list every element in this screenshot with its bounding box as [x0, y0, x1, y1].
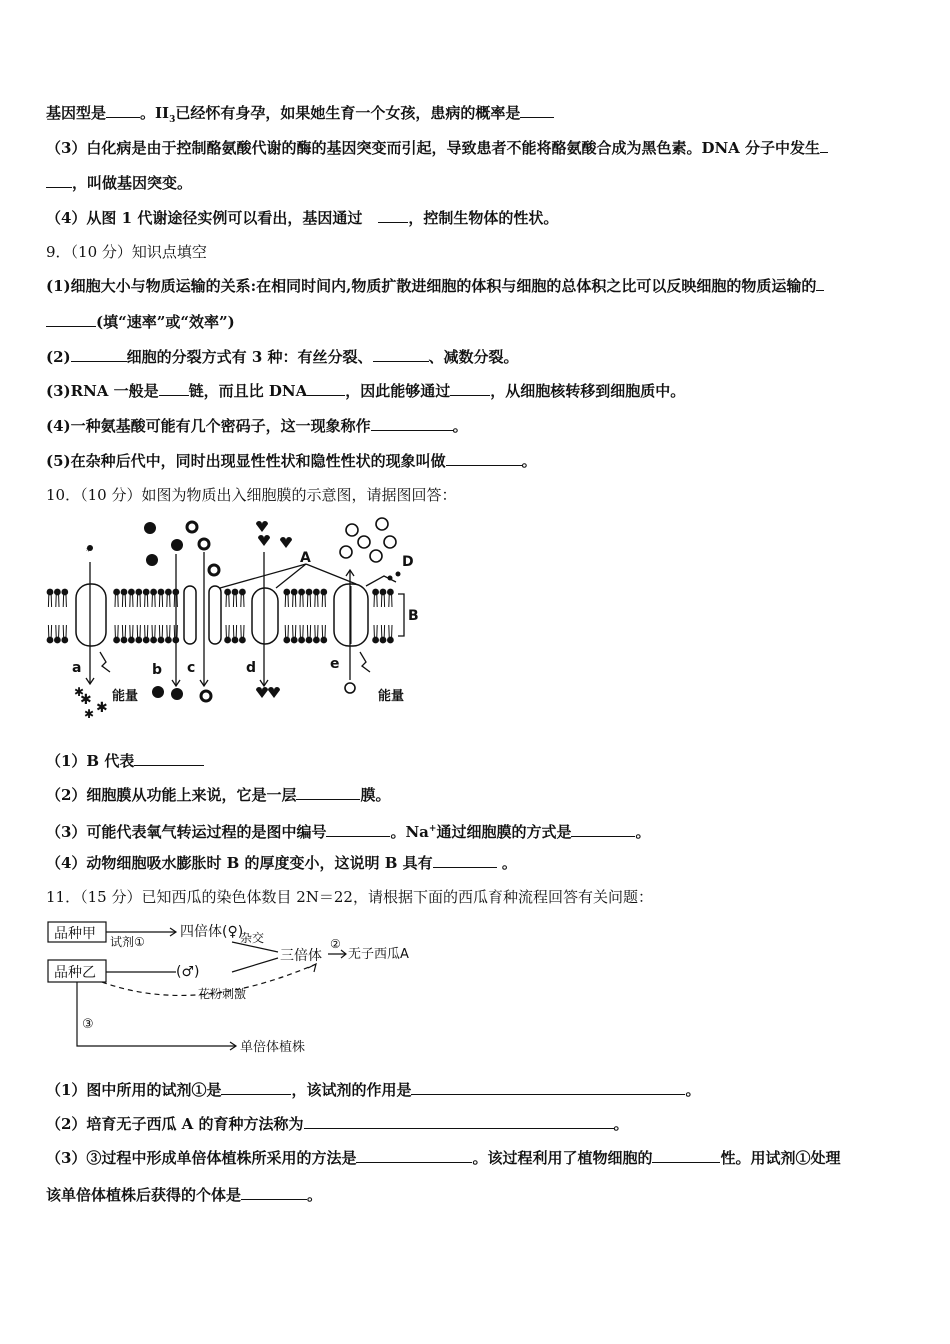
- lipid-molecule: [47, 589, 54, 644]
- lipid-molecule: [313, 589, 320, 644]
- protein-d: [252, 588, 278, 644]
- q11-item-1: （1）图中所用的试剂①是 ，该试剂的作用是 。: [46, 1081, 701, 1099]
- watermelon-breeding-figure: [46, 916, 446, 1066]
- lipid-molecule: [298, 589, 305, 644]
- lipid-molecule: [320, 589, 327, 644]
- protein-c-right: [209, 586, 221, 644]
- label-e: e: [330, 656, 340, 672]
- question-9-heading: 9．（10 分）知识点填空: [46, 243, 207, 261]
- q11-item-2: （2）培育无子西瓜 A 的育种方法称为 。: [46, 1115, 629, 1133]
- pollen-label: 花粉刺激: [198, 987, 247, 1001]
- label-D: D: [402, 554, 414, 570]
- lipid-molecule: [387, 589, 394, 644]
- lipid-molecule: [128, 589, 135, 644]
- line-mutation: ，叫做基因突变。: [46, 173, 192, 193]
- line-gene-control: （4）从图 1 代谢途径实例可以看出，基因通过 ，控制生物体的性状。: [46, 209, 559, 227]
- q9-item-1-cont: (填“速率”或“效率”): [46, 312, 235, 332]
- line-albinism: （3）白化病是由于控制酪氨酸代谢的酶的基因突变而引起，导致患者不能将酪氨酸合成为黑色素。DNA 分子中发生: [46, 138, 828, 158]
- svg-text:✱: ✱: [80, 692, 92, 708]
- membrane-transport-figure: [44, 512, 434, 722]
- q9-item-3: (3)RNA 一般是 链，而且比 DNA ，因此能够通过 ，从细胞核转移到细胞质中。: [46, 382, 686, 400]
- reagent-label: 试剂①: [110, 935, 145, 949]
- label-b: b: [152, 662, 163, 678]
- variety-1-label: 品种甲: [54, 926, 96, 942]
- lipid-molecule: [372, 589, 379, 644]
- lipid-molecule: [291, 589, 298, 644]
- seedless-label: 无子西瓜A: [348, 947, 409, 962]
- step-2-label: ②: [330, 937, 341, 951]
- q9-item-2: (2) 细胞的分裂方式有 3 种：有丝分裂、 、减数分裂。: [46, 348, 519, 366]
- svg-text:✱: ✱: [84, 707, 95, 721]
- line-genotype: 基因型是 。$II_3$已经怀有身孕，如果她生育一个女孩，患病的概率是: [46, 103, 554, 130]
- triploid-label: 三倍体: [280, 948, 322, 964]
- lipid-molecule: [158, 589, 165, 644]
- protein-c-left: [184, 586, 196, 644]
- cross-label: 杂交: [240, 931, 265, 945]
- label-energy-right: 能量: [378, 689, 405, 704]
- label-a: a: [72, 660, 82, 676]
- label-d: d: [246, 660, 257, 676]
- q11-item-3-cont: 该单倍体植株后获得的个体是 。: [46, 1186, 323, 1204]
- step-3-label: ③: [82, 1017, 94, 1032]
- lipid-molecule: [135, 589, 142, 644]
- label-energy-left: 能量: [112, 689, 139, 704]
- lipid-molecule: [283, 589, 290, 644]
- lipid-molecule: [150, 589, 157, 644]
- lipid-molecule: [121, 589, 128, 644]
- q9-item-1: (1)细胞大小与物质运输的关系:在相同时间内,物质扩散进细胞的体积与细胞的总体积之比可以反映细胞的物质运输的: [46, 276, 824, 296]
- question-10-heading: 10．（10 分）如图为物质出入细胞膜的示意图，请据图回答：: [46, 486, 457, 504]
- lipid-molecule: [54, 589, 61, 644]
- q10-item-3: （3）可能代表氧气转运过程的是图中编号 。Na+通过细胞膜的方式是 。: [46, 823, 651, 841]
- q10-item-4: （4）动物细胞吸水膨胀时 B 的厚度变小，这说明 B 具有 。: [46, 854, 517, 872]
- label-A: A: [300, 550, 311, 566]
- q9-item-5: (5)在杂种后代中，同时出现显性性状和隐性性状的现象叫做 。: [46, 452, 537, 470]
- label-c: c: [187, 660, 196, 676]
- q10-item-2: （2）细胞膜从功能上来说，它是一层 膜。: [46, 786, 391, 804]
- haploid-label: 单倍体植株: [240, 1040, 306, 1055]
- q10-item-1: （1）B 代表: [46, 751, 204, 771]
- lipid-molecule: [224, 589, 231, 644]
- svg-text:✱: ✱: [96, 700, 108, 716]
- svg-text:✱: ✱: [74, 685, 85, 699]
- question-11-heading: 11．（15 分）已知西瓜的染色体数目 2N＝22，请根据下面的西瓜育种流程回答有关问题：: [46, 888, 653, 906]
- lipid-molecule: [239, 589, 246, 644]
- lipid-molecule: [113, 589, 120, 644]
- lipid-molecule: [143, 589, 150, 644]
- svg-text:*: *: [86, 546, 91, 557]
- q9-item-4: (4)一种氨基酸可能有几个密码子，这一现象称作 。: [46, 417, 468, 435]
- lipid-molecule: [306, 589, 313, 644]
- tetraploid-label: 四倍体(♀): [180, 924, 244, 940]
- lipid-molecule: [165, 589, 172, 644]
- variety-2-label: 品种乙: [54, 965, 96, 981]
- protein-a: [76, 584, 106, 646]
- lipid-molecule: [232, 589, 239, 644]
- male-label: (♂): [176, 964, 200, 980]
- lipid-molecule: [380, 589, 387, 644]
- lipid-molecule: [61, 589, 68, 644]
- label-B: B: [408, 608, 419, 624]
- q11-item-3: （3）③过程中形成单倍体植株所采用的方法是 。该过程利用了植物细胞的 性。用试剂①处理: [46, 1149, 841, 1167]
